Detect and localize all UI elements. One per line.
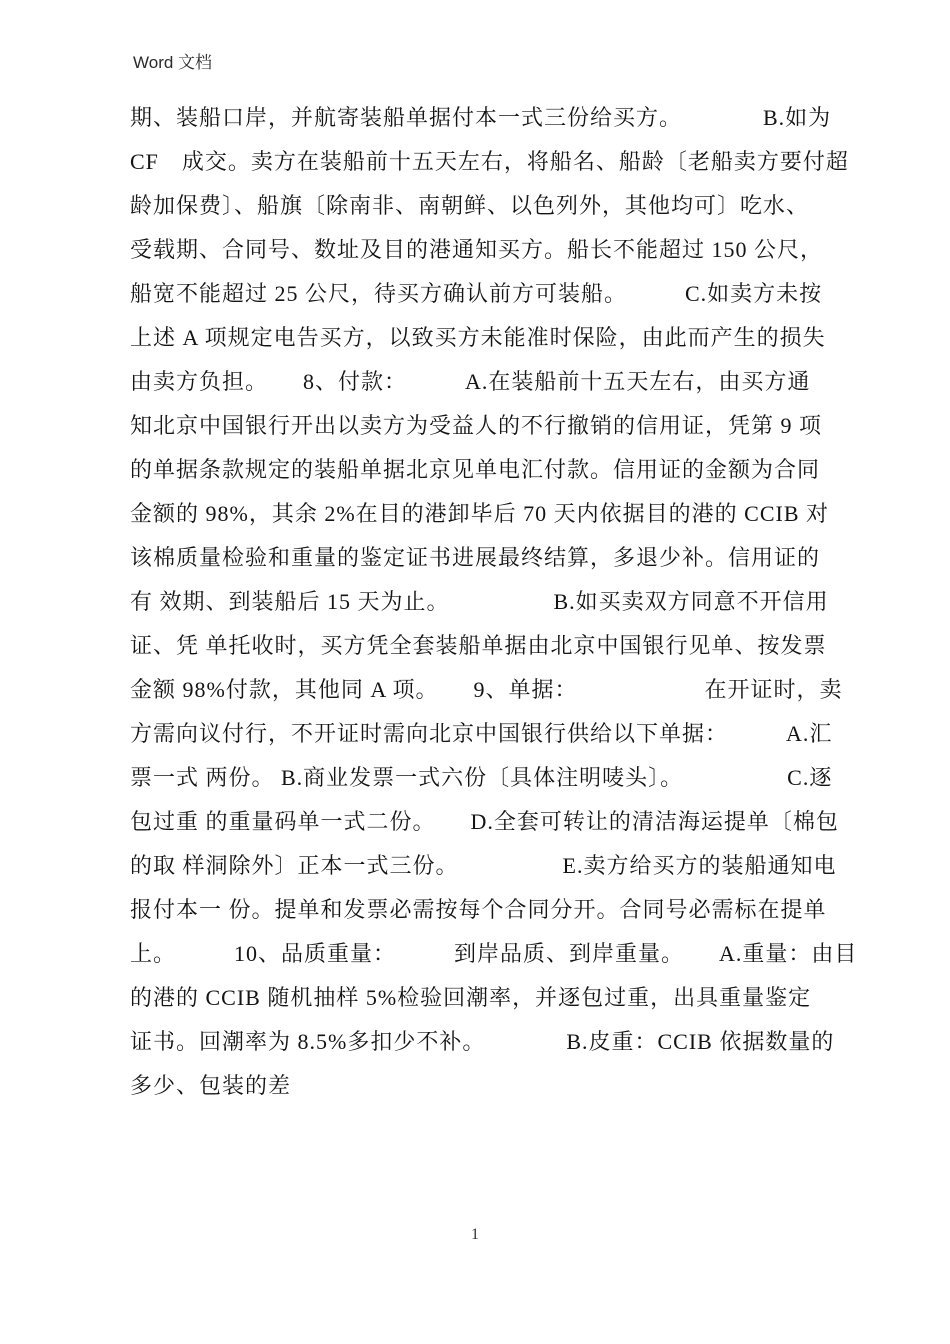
document-line: 的取 样洞除外〕正本一式三份。 E.卖方给买方的装船通知电: [130, 853, 837, 878]
document-line: 金额的 98%，其余 2%在目的港卸毕后 70 天内依据目的港的 CCIB 对: [130, 501, 830, 526]
document-line: 由卖方负担。 8、付款： A.在装船前十五天左右，由买方通: [130, 369, 811, 394]
document-line: 报付本一 份。提单和发票必需按每个合同分开。合同号必需标在提单: [130, 897, 827, 922]
document-line: 包过重 的重量码单一式二份。 D.全套可转让的清洁海运提单〔棉包: [130, 809, 839, 834]
document-text-block: [130, 96, 860, 1108]
document-line: CF 成交。卖方在装船前十五天左右，将船名、船龄〔老船卖方要付超: [130, 149, 849, 174]
document-line: 方需向议付行，不开证时需向北京中国银行供给以下单据： A.汇: [130, 721, 833, 746]
page-number: 1: [471, 1226, 479, 1243]
document-line: 多少、包装的差: [130, 1073, 292, 1098]
document-line: 的单据条款规定的装船单据北京见单电汇付款。信用证的金额为合同: [130, 457, 821, 482]
document-line: 上述 A 项规定电告买方，以致买方未能准时保险，由此而产生的损失: [130, 325, 826, 350]
document-line: 证、凭 单托收时，买方凭全套装船单据由北京中国银行见单、按发票: [130, 633, 827, 658]
document-line: 上。 10、品质重量： 到岸品质、到岸重量。 A.重量：由目: [130, 941, 858, 966]
document-line: 该棉质量检验和重量的鉴定证书进展最终结算，多退少补。信用证的: [130, 545, 821, 570]
document-line: 证书。回潮率为 8.5%多扣少不补。 B.皮重：CCIB 依据数量的: [130, 1029, 835, 1054]
document-line: 船宽不能超过 25 公尺，待买方确认前方可装船。 C.如卖方未按: [130, 281, 823, 306]
document-line: 有 效期、到装船后 15 天为止。 B.如买卖双方同意不开信用: [130, 589, 829, 614]
document-line: 知北京中国银行开出以卖方为受益人的不行撤销的信用证，凭第 9 项: [130, 413, 823, 438]
document-line: 金额 98%付款，其他同 A 项。 9、单据： 在开证时，卖: [130, 677, 843, 702]
document-line: 的港的 CCIB 随机抽样 5%检验回潮率，并逐包过重，出具重量鉴定: [130, 985, 812, 1010]
document-line: 受载期、合同号、数址及目的港通知买方。船长不能超过 150 公尺，: [130, 237, 824, 262]
app-title: Word 文档: [133, 53, 213, 72]
document-line: 龄加保费〕、船旗〔除南非、南朝鲜、以色列外，其他均可〕吃水、: [130, 193, 810, 218]
document-line: 票一式 两份。 B.商业发票一式六份〔具体注明唛头〕。 C.逐: [130, 765, 833, 790]
document-line: 期、装船口岸，并航寄装船单据付本一式三份给买方。 B.如为: [130, 105, 832, 130]
